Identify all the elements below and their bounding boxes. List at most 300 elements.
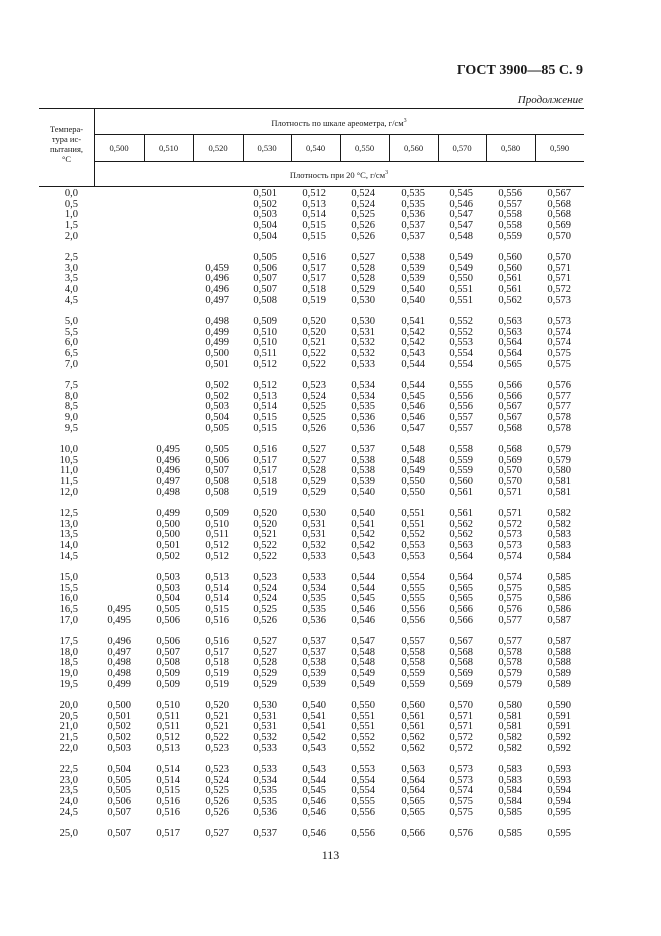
temperature-cell: 17,5 xyxy=(59,636,78,647)
density-cell: 0,550 xyxy=(401,486,425,498)
density-cell: 0,567 xyxy=(498,401,522,413)
density-cell: 0,517 xyxy=(302,273,326,285)
density-cell: 0,506 xyxy=(253,262,277,274)
density-cell: 0,571 xyxy=(449,710,473,722)
temperature-cell: 1,0 xyxy=(64,209,78,221)
density-cell: 0,572 xyxy=(449,732,473,744)
density-cell: 0,555 xyxy=(401,593,425,605)
density-cell: 0,568 xyxy=(547,198,571,210)
density-cell: 0,577 xyxy=(498,636,522,647)
density-cell: 0,524 xyxy=(351,198,375,210)
density-cell: 0,574 xyxy=(547,337,571,349)
density-cell: 0,547 xyxy=(351,636,375,647)
density-cell: 0,558 xyxy=(401,646,425,658)
temperature-cell: 6,5 xyxy=(64,348,78,360)
density-cell: 0,502 xyxy=(205,390,229,402)
density-cell: 0,547 xyxy=(449,220,473,232)
density-cell: 0,507 xyxy=(253,284,277,296)
density-cell: 0,510 xyxy=(205,518,229,530)
density-cell: 0,535 xyxy=(302,593,326,605)
density-cell: 0,584 xyxy=(498,785,522,797)
density-cell: 0,520 xyxy=(302,316,326,327)
density-cell: 0,514 xyxy=(156,764,180,775)
density-cell: 0,572 xyxy=(498,518,522,530)
density-cell: 0,560 xyxy=(449,476,473,488)
density-cell: 0,545 xyxy=(302,785,326,797)
density-cell: 0,525 xyxy=(351,209,375,221)
density-cell: 0,520 xyxy=(302,326,326,338)
density-cell: 0,561 xyxy=(498,273,522,285)
density-cell: 0,522 xyxy=(302,348,326,360)
density-cell: 0,539 xyxy=(401,262,425,274)
density-cell: 0,542 xyxy=(302,732,326,744)
density-cell: 0,527 xyxy=(253,636,277,647)
density-cell: 0,593 xyxy=(547,774,571,786)
density-cell: 0,515 xyxy=(253,422,277,434)
density-cell: 0,495 xyxy=(156,444,180,455)
density-cell: 0,577 xyxy=(547,390,571,402)
density-cell: 0,565 xyxy=(401,796,425,808)
density-cell: 0,583 xyxy=(547,529,571,541)
density-cell: 0,529 xyxy=(302,486,326,498)
density-cell: 0,552 xyxy=(401,529,425,541)
density-cell: 0,561 xyxy=(498,284,522,296)
temperature-cell: 9,0 xyxy=(64,412,78,424)
density-cell: 0,514 xyxy=(205,593,229,605)
density-cell: 0,549 xyxy=(449,252,473,263)
density-cell: 0,516 xyxy=(205,614,229,626)
density-cell: 0,514 xyxy=(205,582,229,594)
density-cell: 0,525 xyxy=(205,785,229,797)
density-cell: 0,509 xyxy=(253,316,277,327)
density-cell: 0,537 xyxy=(351,444,375,455)
temperature-cell: 18,0 xyxy=(59,646,78,658)
temperature-cell: 21,5 xyxy=(59,732,78,744)
density-column-header: 0,540 xyxy=(305,143,326,153)
density-cell: 0,529 xyxy=(302,476,326,488)
density-cell: 0,577 xyxy=(498,614,522,626)
density-cell: 0,510 xyxy=(253,326,277,338)
density-cell: 0,587 xyxy=(547,614,571,626)
density-cell: 0,565 xyxy=(401,806,425,818)
density-cell: 0,575 xyxy=(547,358,571,370)
density-cell: 0,502 xyxy=(205,380,229,391)
density-cell: 0,539 xyxy=(302,668,326,680)
density-cell: 0,507 xyxy=(107,828,131,839)
density-cell: 0,566 xyxy=(401,828,425,839)
density-cell: 0,558 xyxy=(498,209,522,221)
density-cell: 0,544 xyxy=(401,380,425,391)
density-cell: 0,544 xyxy=(302,774,326,786)
density-cell: 0,544 xyxy=(351,582,375,594)
density-cell: 0,588 xyxy=(547,646,571,658)
density-cell: 0,568 xyxy=(449,646,473,658)
density-column-header: 0,510 xyxy=(158,143,179,153)
density-cell: 0,540 xyxy=(351,508,375,519)
density-cell: 0,526 xyxy=(205,806,229,818)
density-cell: 0,564 xyxy=(498,348,522,360)
density-cell: 0,565 xyxy=(449,593,473,605)
temperature-cell: 8,0 xyxy=(64,390,78,402)
density-cell: 0,561 xyxy=(401,710,425,722)
density-cell: 0,512 xyxy=(205,550,229,562)
density-cell: 0,574 xyxy=(498,550,522,562)
density-cell: 0,509 xyxy=(156,668,180,680)
density-cell: 0,508 xyxy=(156,657,180,669)
density-cell: 0,526 xyxy=(351,220,375,232)
density-cell: 0,556 xyxy=(401,604,425,616)
density-cell: 0,559 xyxy=(449,454,473,466)
hydrometer-density-caption xyxy=(94,116,584,128)
temperature-cell: 23,0 xyxy=(59,774,78,786)
temperature-cell: 0,5 xyxy=(64,198,78,210)
continuation-label: Продолжение xyxy=(517,94,583,106)
density-cell: 0,496 xyxy=(205,273,229,285)
density-cell: 0,580 xyxy=(547,465,571,477)
table-row xyxy=(0,616,661,627)
density-cell: 0,555 xyxy=(351,796,375,808)
density-cell: 0,558 xyxy=(498,220,522,232)
density-cell: 0,517 xyxy=(156,828,180,839)
density-cell: 0,571 xyxy=(498,486,522,498)
density-cell: 0,557 xyxy=(401,636,425,647)
density-cell: 0,556 xyxy=(351,806,375,818)
density-cell: 0,537 xyxy=(302,646,326,658)
density-cell: 0,535 xyxy=(253,785,277,797)
temperature-cell: 13,0 xyxy=(59,518,78,530)
density-cell: 0,508 xyxy=(205,476,229,488)
density-cell: 0,519 xyxy=(302,294,326,306)
density-cell: 0,502 xyxy=(253,198,277,210)
density-cell: 0,583 xyxy=(547,540,571,552)
density-cell: 0,563 xyxy=(498,316,522,327)
density-cell: 0,567 xyxy=(498,412,522,424)
density-cell: 0,552 xyxy=(449,326,473,338)
density-cell: 0,554 xyxy=(449,348,473,360)
density-cell: 0,557 xyxy=(449,422,473,434)
density-column-header: 0,500 xyxy=(109,143,129,153)
density-cell: 0,546 xyxy=(302,796,326,808)
density-cell: 0,498 xyxy=(107,657,131,669)
density-cell: 0,543 xyxy=(401,348,425,360)
density-cell: 0,546 xyxy=(351,614,375,626)
density-cell: 0,513 xyxy=(205,572,229,583)
density-cell: 0,536 xyxy=(253,806,277,818)
density-cell: 0,549 xyxy=(351,678,375,690)
temperature-cell: 24,0 xyxy=(59,796,78,808)
density-cell: 0,570 xyxy=(547,252,571,263)
density-cell: 0,575 xyxy=(498,593,522,605)
density-cell: 0,585 xyxy=(498,828,522,839)
density-cell: 0,592 xyxy=(547,732,571,744)
temperature-cell: 3,0 xyxy=(64,262,78,274)
density-cell: 0,570 xyxy=(449,700,473,711)
density-cell: 0,539 xyxy=(351,476,375,488)
density-at-20-caption xyxy=(94,168,584,180)
temperature-cell: 15,0 xyxy=(59,572,78,583)
density-cell: 0,527 xyxy=(205,828,229,839)
density-cell: 0,575 xyxy=(449,796,473,808)
density-column-header: 0,580 xyxy=(500,143,521,153)
temperature-cell: 9,5 xyxy=(64,422,78,434)
density-cell: 0,558 xyxy=(449,444,473,455)
temperature-cell: 10,5 xyxy=(59,454,78,466)
table-row xyxy=(0,829,661,840)
density-cell: 0,589 xyxy=(547,678,571,690)
density-cell: 0,542 xyxy=(351,529,375,541)
density-cell: 0,514 xyxy=(302,209,326,221)
density-cell: 0,516 xyxy=(205,636,229,647)
density-cell: 0,560 xyxy=(498,262,522,274)
density-cell: 0,555 xyxy=(449,380,473,391)
density-cell: 0,549 xyxy=(351,668,375,680)
density-cell: 0,532 xyxy=(351,348,375,360)
density-cell: 0,537 xyxy=(401,220,425,232)
density-cell: 0,515 xyxy=(302,230,326,242)
density-cell: 0,590 xyxy=(547,700,571,711)
temperature-cell: 5,0 xyxy=(64,316,78,327)
density-cell: 0,594 xyxy=(547,785,571,797)
temperature-cell: 1,5 xyxy=(64,220,78,232)
density-cell: 0,550 xyxy=(401,476,425,488)
density-cell: 0,535 xyxy=(302,604,326,616)
density-cell: 0,522 xyxy=(253,540,277,552)
density-cell: 0,554 xyxy=(449,358,473,370)
density-cell: 0,558 xyxy=(401,657,425,669)
density-cell: 0,574 xyxy=(498,572,522,583)
density-cell: 0,551 xyxy=(401,518,425,530)
density-cell: 0,566 xyxy=(449,614,473,626)
temperature-cell: 18,5 xyxy=(59,657,78,669)
density-cell: 0,513 xyxy=(156,742,180,754)
density-cell: 0,564 xyxy=(449,550,473,562)
density-cell: 0,501 xyxy=(253,188,277,199)
density-cell: 0,512 xyxy=(156,732,180,744)
density-cell: 0,526 xyxy=(205,796,229,808)
header-sub-rule xyxy=(94,161,584,162)
temperature-cell: 25,0 xyxy=(59,828,78,839)
page-number: 113 xyxy=(321,848,340,862)
table-row xyxy=(0,808,661,819)
table-row xyxy=(0,488,661,499)
density-cell: 0,568 xyxy=(547,209,571,221)
density-cell: 0,554 xyxy=(401,572,425,583)
density-cell: 0,504 xyxy=(253,230,277,242)
density-cell: 0,523 xyxy=(205,742,229,754)
temperature-cell: 24,5 xyxy=(59,806,78,818)
density-cell: 0,521 xyxy=(302,337,326,349)
density-cell: 0,549 xyxy=(401,465,425,477)
table-row xyxy=(0,232,661,243)
density-cell: 0,541 xyxy=(302,721,326,733)
temperature-cell: 13,5 xyxy=(59,529,78,541)
table-row xyxy=(0,296,661,307)
density-cell: 0,515 xyxy=(156,785,180,797)
density-cell: 0,505 xyxy=(107,785,131,797)
density-cell: 0,508 xyxy=(205,486,229,498)
density-cell: 0,554 xyxy=(351,785,375,797)
temperature-cell: 12,0 xyxy=(59,486,78,498)
density-cell: 0,553 xyxy=(351,764,375,775)
density-column-header: 0,570 xyxy=(452,143,472,153)
density-cell: 0,584 xyxy=(498,796,522,808)
temp-header-line: °С xyxy=(61,154,72,164)
caption-superscript: 3 xyxy=(403,118,407,124)
density-cell: 0,497 xyxy=(107,646,131,658)
density-cell: 0,568 xyxy=(498,422,522,434)
density-cell: 0,539 xyxy=(302,678,326,690)
density-cell: 0,540 xyxy=(302,700,326,711)
density-cell: 0,566 xyxy=(498,390,522,402)
density-cell: 0,553 xyxy=(401,550,425,562)
density-cell: 0,532 xyxy=(351,337,375,349)
density-cell: 0,559 xyxy=(449,465,473,477)
density-cell: 0,550 xyxy=(351,700,375,711)
density-cell: 0,523 xyxy=(205,764,229,775)
density-cell: 0,591 xyxy=(547,721,571,733)
density-cell: 0,504 xyxy=(107,764,131,775)
temp-header-line: тура ис- xyxy=(51,134,82,144)
density-cell: 0,568 xyxy=(449,657,473,669)
density-cell: 0,531 xyxy=(351,326,375,338)
density-cell: 0,578 xyxy=(498,657,522,669)
density-cell: 0,581 xyxy=(498,721,522,733)
density-cell: 0,562 xyxy=(401,742,425,754)
density-cell: 0,516 xyxy=(302,252,326,263)
density-cell: 0,503 xyxy=(205,401,229,413)
density-cell: 0,527 xyxy=(351,252,375,263)
density-cell: 0,497 xyxy=(205,294,229,306)
temperature-cell: 3,5 xyxy=(64,273,78,285)
density-cell: 0,500 xyxy=(205,348,229,360)
density-cell: 0,499 xyxy=(205,326,229,338)
density-cell: 0,504 xyxy=(205,412,229,424)
density-cell: 0,529 xyxy=(351,284,375,296)
density-cell: 0,582 xyxy=(498,732,522,744)
density-cell: 0,511 xyxy=(156,710,180,722)
temperature-cell: 22,0 xyxy=(59,742,78,754)
density-cell: 0,497 xyxy=(156,476,180,488)
density-cell: 0,554 xyxy=(351,774,375,786)
density-cell: 0,515 xyxy=(302,220,326,232)
density-cell: 0,539 xyxy=(401,273,425,285)
density-cell: 0,522 xyxy=(205,732,229,744)
density-cell: 0,559 xyxy=(498,230,522,242)
density-cell: 0,541 xyxy=(302,710,326,722)
temperature-cell: 2,5 xyxy=(64,252,78,263)
density-cell: 0,568 xyxy=(498,444,522,455)
density-cell: 0,508 xyxy=(253,294,277,306)
density-cell: 0,505 xyxy=(205,444,229,455)
density-cell: 0,534 xyxy=(302,582,326,594)
density-cell: 0,570 xyxy=(498,465,522,477)
density-cell: 0,569 xyxy=(449,668,473,680)
density-cell: 0,551 xyxy=(449,294,473,306)
temperature-cell: 21,0 xyxy=(59,721,78,733)
density-cell: 0,540 xyxy=(351,486,375,498)
density-cell: 0,533 xyxy=(351,358,375,370)
density-cell: 0,537 xyxy=(253,828,277,839)
density-cell: 0,517 xyxy=(205,646,229,658)
density-cell: 0,538 xyxy=(351,454,375,466)
density-cell: 0,573 xyxy=(498,540,522,552)
density-cell: 0,518 xyxy=(253,476,277,488)
density-cell: 0,540 xyxy=(401,284,425,296)
temperature-column-header xyxy=(39,124,94,164)
density-cell: 0,535 xyxy=(253,796,277,808)
density-cell: 0,515 xyxy=(205,604,229,616)
density-cell: 0,547 xyxy=(449,209,473,221)
density-cell: 0,573 xyxy=(547,294,571,306)
density-cell: 0,534 xyxy=(351,380,375,391)
density-cell: 0,542 xyxy=(401,326,425,338)
temperature-cell: 2,0 xyxy=(64,230,78,242)
density-cell: 0,588 xyxy=(547,657,571,669)
density-cell: 0,535 xyxy=(401,188,425,199)
density-cell: 0,499 xyxy=(205,337,229,349)
density-cell: 0,583 xyxy=(498,764,522,775)
density-cell: 0,498 xyxy=(205,316,229,327)
density-cell: 0,561 xyxy=(449,508,473,519)
density-cell: 0,526 xyxy=(253,614,277,626)
density-cell: 0,500 xyxy=(156,518,180,530)
density-cell: 0,521 xyxy=(205,721,229,733)
density-cell: 0,573 xyxy=(449,764,473,775)
density-cell: 0,504 xyxy=(156,593,180,605)
density-cell: 0,564 xyxy=(498,337,522,349)
density-cell: 0,567 xyxy=(449,636,473,647)
temperature-cell: 0,0 xyxy=(64,188,78,199)
density-cell: 0,548 xyxy=(449,230,473,242)
density-cell: 0,551 xyxy=(449,284,473,296)
density-cell: 0,528 xyxy=(351,273,375,285)
density-cell: 0,573 xyxy=(498,529,522,541)
temperature-cell: 19,5 xyxy=(59,678,78,690)
density-cell: 0,542 xyxy=(351,540,375,552)
temperature-cell: 12,5 xyxy=(59,508,78,519)
density-cell: 0,562 xyxy=(401,732,425,744)
density-cell: 0,573 xyxy=(547,316,571,327)
density-cell: 0,534 xyxy=(253,774,277,786)
density-cell: 0,516 xyxy=(253,444,277,455)
temperature-cell: 14,0 xyxy=(59,540,78,552)
density-cell: 0,515 xyxy=(253,412,277,424)
density-cell: 0,571 xyxy=(498,508,522,519)
density-cell: 0,511 xyxy=(253,348,277,360)
density-cell: 0,543 xyxy=(302,742,326,754)
density-cell: 0,566 xyxy=(498,380,522,391)
density-cell: 0,556 xyxy=(449,390,473,402)
density-cell: 0,533 xyxy=(302,550,326,562)
density-cell: 0,523 xyxy=(302,380,326,391)
temperature-cell: 4,5 xyxy=(64,294,78,306)
density-cell: 0,532 xyxy=(302,540,326,552)
density-cell: 0,502 xyxy=(107,721,131,733)
density-cell: 0,536 xyxy=(351,412,375,424)
density-cell: 0,583 xyxy=(498,774,522,786)
density-cell: 0,560 xyxy=(498,252,522,263)
density-cell: 0,500 xyxy=(107,700,131,711)
density-cell: 0,543 xyxy=(351,550,375,562)
density-cell: 0,517 xyxy=(253,465,277,477)
density-cell: 0,582 xyxy=(547,518,571,530)
temperature-cell: 14,5 xyxy=(59,550,78,562)
temperature-cell: 20,5 xyxy=(59,710,78,722)
density-cell: 0,511 xyxy=(205,529,229,541)
density-column-header: 0,530 xyxy=(257,143,277,153)
density-cell: 0,571 xyxy=(547,273,571,285)
table-row xyxy=(0,424,661,435)
